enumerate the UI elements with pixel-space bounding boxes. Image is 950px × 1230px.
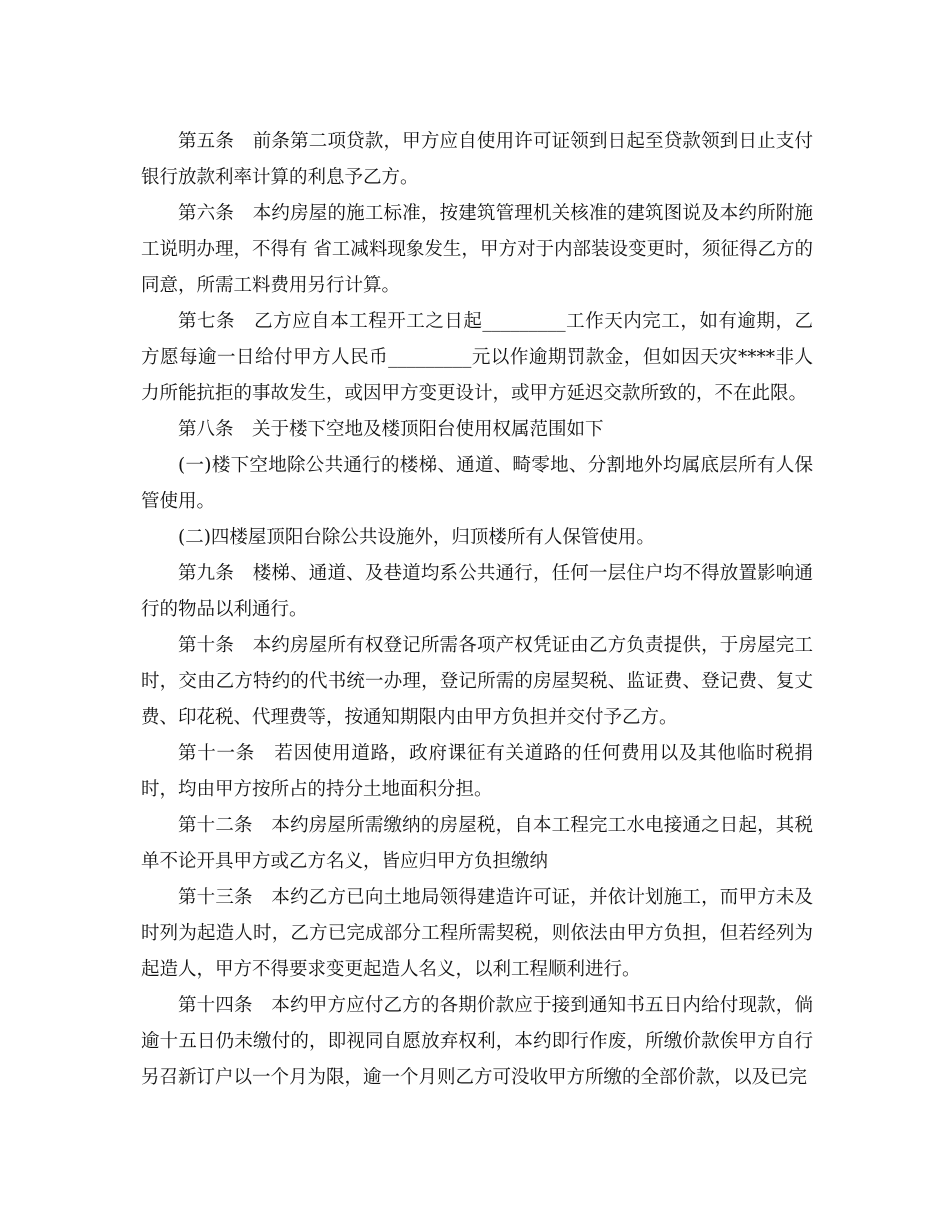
article-9-paragraph: 第九条 楼梯、通道、及巷道均系公共通行，任何一层住户均不得放置影响通行的物品以利通行。 — [141, 563, 813, 620]
article-10-paragraph: 第十条 本约房屋所有权登记所需各项产权凭证由乙方负责提供，于房屋完工时，交由乙方特约的代书统一办理，登记所需的房屋契税、监证费、登记费、复丈费、印花税、代理费等，按通知期限内由甲方负担并交付予乙方。 — [141, 635, 813, 728]
article-8-item-2: (二)四楼屋顶阳台除公共设施外，归顶楼所有人保管使用。 — [178, 527, 655, 548]
article-14-paragraph: 第十四条 本约甲方应付乙方的各期价款应于接到通知书五日内给付现款，倘逾十五日仍未缴付的，即视同自愿放弃权利，本约即行作废，所缴价款俟甲方自行另召新订户以一个月为限，逾一个月则乙方可没收甲方所缴的全部价款，以及已完 — [141, 995, 813, 1088]
article-7-paragraph: 第七条 乙方应自本工程开工之日起_________工作天内完工，如有逾期，乙方愿每逾一日给付甲方人民币_________元以作逾期罚款金，但如因天灾****非人力所能抗拒的事故发生，或因甲方变更设计，或甲方延迟交款所致的，不在此限。 — [141, 311, 813, 404]
article-8-paragraph: 第八条 关于楼下空地及楼顶阳台使用权属范围如下 — [178, 419, 604, 440]
document-body — [141, 124, 813, 1096]
article-5-paragraph: 第五条 前条第二项贷款，甲方应自使用许可证领到日起至贷款领到日止支付银行放款利率计算的利息予乙方。 — [141, 131, 813, 188]
article-13-paragraph: 第十三条 本约乙方已向土地局领得建造许可证，并依计划施工，而甲方未及时列为起造人时，乙方已完成部分工程所需契税，则依法由甲方负担，但若经列为起造人，甲方不得要求变更起造人名义，以利工程顺利进行。 — [141, 887, 813, 980]
article-11-paragraph: 第十一条 若因使用道路，政府课征有关道路的任何费用以及其他临时税捐时，均由甲方按所占的持分土地面积分担。 — [141, 743, 813, 800]
article-8-item-1: (一)楼下空地除公共通行的楼梯、通道、畸零地、分割地外均属底层所有人保管使用。 — [141, 455, 813, 512]
article-12-paragraph: 第十二条 本约房屋所需缴纳的房屋税，自本工程完工水电接通之日起，其税单不论开具甲方或乙方名义，皆应归甲方负担缴纳 — [141, 815, 813, 872]
article-6-paragraph: 第六条 本约房屋的施工标准，按建筑管理机关核准的建筑图说及本约所附施工说明办理，不得有 省工减料现象发生，甲方对于内部装设变更时，须征得乙方的同意，所需工料费用另行计算。 — [141, 203, 813, 296]
